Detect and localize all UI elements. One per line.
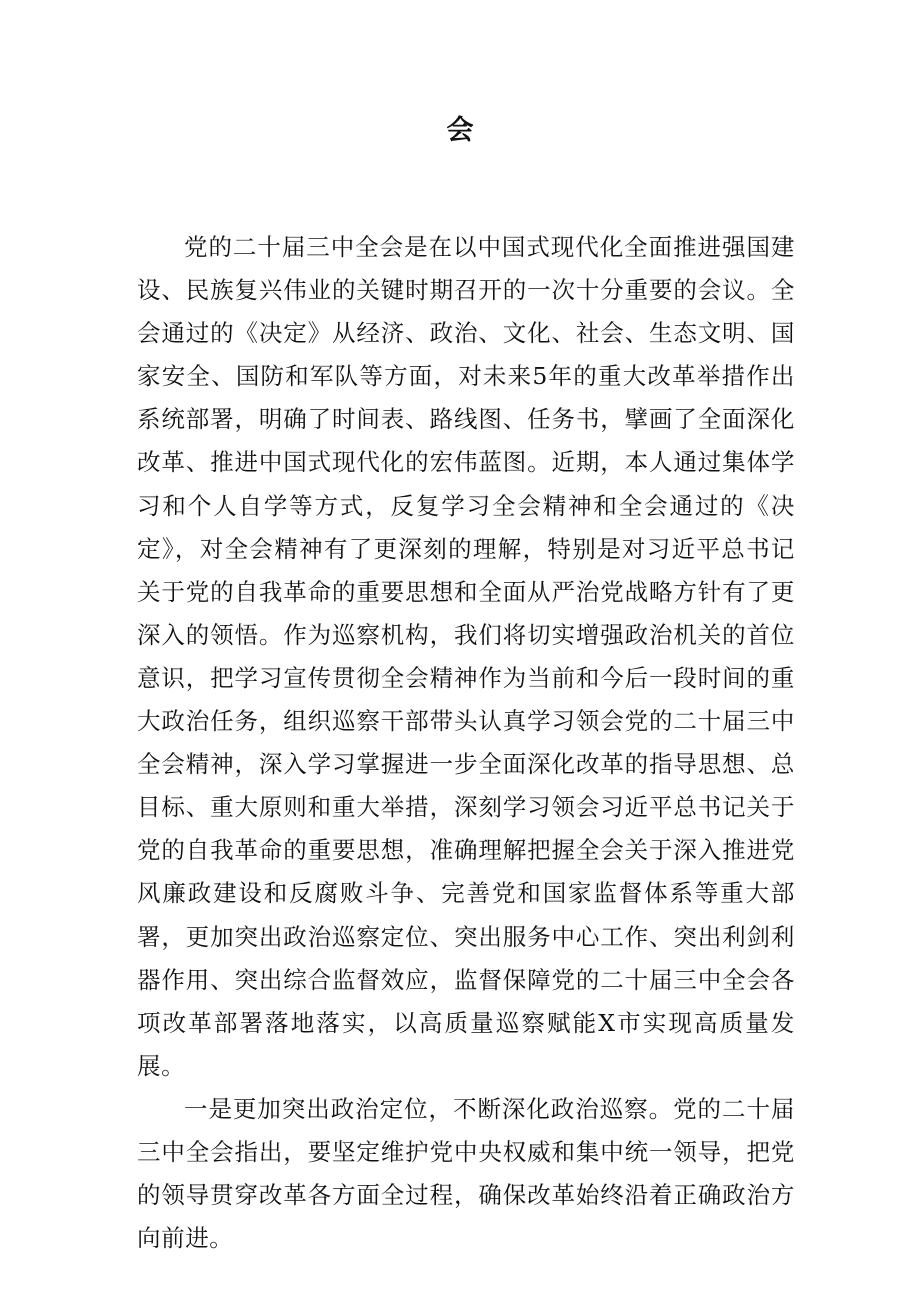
page-title: 会 (446, 115, 474, 146)
paragraph-2: 一是更加突出政治定位，不断深化政治巡察。党的二十届三中全会指出，要坚定维护党中央权威和集中统一领导，把党的领导贯穿改革各方面全过程，确保改革始终沿着正确政治方向前进。 (137, 1094, 795, 1253)
paragraph-1: 党的二十届三中全会是在以中国式现代化全面推进强国建设、民族复兴伟业的关键时期召开的一次十分重要的会议。全会通过的《决定》从经济、政治、文化、社会、生态文明、国家安全、国防和军队等方面，对未来5年的重大改革举措作出系统部署，明确了时间表、路线图、任务书，擘画了全面深化改革、推进中国式现代化的宏伟蓝图。近期，本人通过集体学习和个人自学等方式，反复学习全会精神和全会通过的《决定》，对全会精神有了更深刻的理解，特别是对习近平总书记关于党的自我革命的重要思想和全面从严治党战略方针有了更深入的领悟。作为巡察机构，我们将切实增强政治机关的首位意识，把学习宣传贯彻全会精神作为当前和今后一段时间的重大政治任务，组织巡察干部带头认真学习领会党的二十届三中全会精神，深入学习掌握进一步全面深化改革的指导思想、总目标、重大原则和重大举措，深刻学习领会习近平总书记关于党的自我革命的重要思想，准确理解把握全会关于深入推进党风廉政建设和反腐败斗争、完善党和国家监督体系等重大部署，更加突出政治巡察定位、突出服务中心工作、突出利剑利器作用、突出综合监督效应，监督保障党的二十届三中全会各项改革部署落地落实，以高质量巡察赋能X市实现高质量发展。 (137, 233, 795, 1080)
document-body (137, 226, 795, 1260)
